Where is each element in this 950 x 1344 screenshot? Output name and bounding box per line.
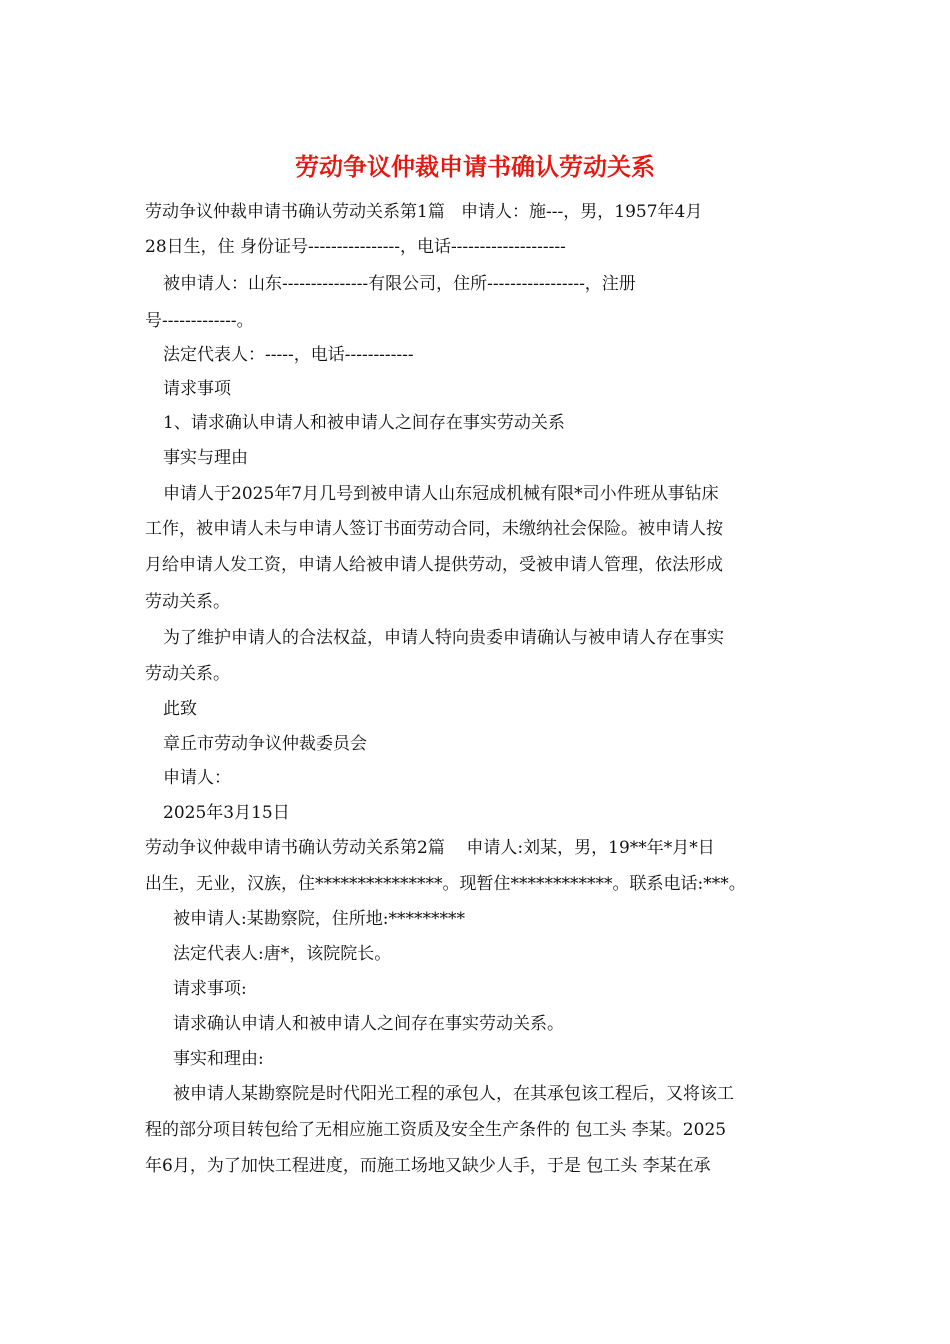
text-line: 号-------------。 [145, 311, 254, 331]
text-line: 为了维护申请人的合法权益，申请人特向贵委申请确认与被申请人存在事实 [163, 628, 724, 648]
text-line: 请求事项: [173, 979, 247, 999]
text-line: 法定代表人：-----，电话------------ [163, 345, 414, 365]
text-line: 工作，被申请人未与申请人签订书面劳动合同，未缴纳社会保险。被申请人按 [145, 519, 723, 539]
text-line: 劳动关系。 [145, 592, 230, 612]
text-line: 申请人于2025年7月几号到被申请人山东冠成机械有限*司小件班从事钻床 [163, 484, 719, 504]
text-line: 被申请人某勘察院是时代阳光工程的承包人，在其承包该工程后，又将该工 [173, 1084, 734, 1104]
text-line: 劳动争议仲裁申请书确认劳动关系第1篇 申请人：施---，男，1957年4月 [145, 202, 703, 222]
text-line: 事实和理由: [173, 1049, 264, 1069]
text-line: 请求事项 [163, 379, 231, 399]
text-line: 2025年3月15日 [163, 803, 290, 823]
text-line: 程的部分项目转包给了无相应施工资质及安全生产条件的 包工头 李某。2025 [145, 1120, 727, 1140]
text-line: 月给申请人发工资，申请人给被申请人提供劳动，受被申请人管理，依法形成 [145, 555, 723, 575]
text-line: 法定代表人:唐*，该院院长。 [173, 944, 392, 964]
text-line: 年6月，为了加快工程进度，而施工场地又缺少人手，于是 包工头 李某在承 [145, 1156, 711, 1176]
text-line: 此致 [163, 699, 197, 719]
text-line: 申请人： [163, 768, 231, 788]
text-line: 劳动争议仲裁申请书确认劳动关系第2篇 申请人:刘某，男，19**年*月*日 [145, 838, 715, 858]
document-title: 劳动争议仲裁申请书确认劳动关系 [295, 152, 655, 181]
text-line: 被申请人：山东---------------有限公司，住所-----------------，注册 [163, 274, 636, 294]
text-line: 出生，无业，汉族，住***************。现暂住************。联系电话:***。 [145, 874, 746, 894]
text-line: 请求确认申请人和被申请人之间存在事实劳动关系。 [173, 1014, 564, 1034]
text-line: 被申请人:某勘察院，住所地:********* [173, 909, 465, 929]
text-line: 28日生，住 身份证号----------------，电话-------------------- [145, 237, 566, 257]
text-line: 事实与理由 [163, 448, 248, 468]
text-line: 1、请求确认申请人和被申请人之间存在事实劳动关系 [163, 413, 565, 433]
text-line: 劳动关系。 [145, 664, 230, 684]
text-line: 章丘市劳动争议仲裁委员会 [163, 734, 367, 754]
